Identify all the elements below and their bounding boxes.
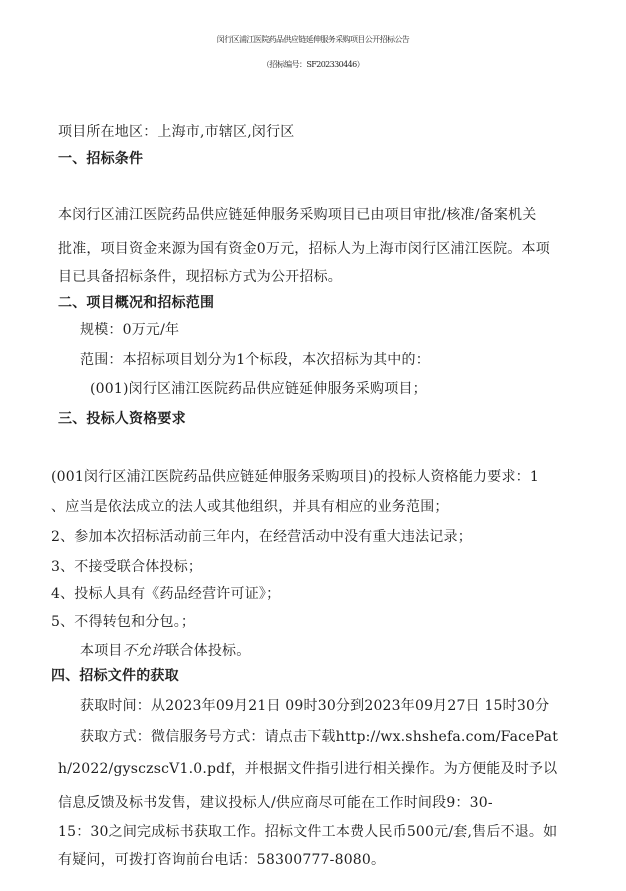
project-lot: (001)闵行区浦江医院药品供应链延伸服务采购项目； xyxy=(90,381,427,397)
qualification-line: 、应当是依法成立的法人或其他组织，并具有相应的业务范围； xyxy=(51,499,449,515)
acquisition-method-line: 15：30之间完成标书获取工作。招标文件工本费人民币500元/套,售后不退。如 xyxy=(58,824,558,840)
acquisition-method-line: 有疑问，可拨打咨询前台电话：58300777-8080。 xyxy=(58,852,386,868)
joint-bid-suffix: 联合体投标。 xyxy=(165,643,251,659)
acquisition-method-line: 获取方式：微信服务号方式：请点击下载http://wx.shshefa.com/FacePat xyxy=(80,729,559,745)
acquisition-time: 获取时间：从2023年09月21日 09时30分到2023年09月27日 15时30分 xyxy=(80,698,550,714)
section3-heading: 三、投标人资格要求 xyxy=(58,411,186,427)
joint-bid-prefix: 本项目 xyxy=(80,643,123,659)
document-title: 闵行区浦江医院药品供应链延伸服务采购项目公开招标公告 xyxy=(216,35,410,44)
qualification-line: (001闵行区浦江医院药品供应链延伸服务采购项目)的投标人资格能力要求：1 xyxy=(51,469,539,485)
section1-line: 目已具备招标条件，现招标方式为公开招标。 xyxy=(58,269,342,285)
qualification-line: 4、投标人具有《药品经营许可证》； xyxy=(51,586,281,602)
section1-line: 批准，项目资金来源为国有资金0万元，招标人为上海市闵行区浦江医院。本项 xyxy=(58,241,550,257)
section1-line: 本闵行区浦江医院药品供应链延伸服务采购项目已由项目审批/核准/备案机关 xyxy=(58,207,537,223)
joint-bid-note xyxy=(80,642,250,660)
section2-heading: 二、项目概况和招标范围 xyxy=(58,295,215,311)
qualification-line: 2、参加本次招标活动前三年内，在经营活动中没有重大违法记录； xyxy=(51,529,472,545)
joint-bid-emphasis: 不允许 xyxy=(122,643,166,659)
project-scale: 规模：0万元/年 xyxy=(80,322,180,338)
acquisition-method-line: 信息反馈及标书发售，建议投标人/供应商尽可能在工作时间段9：30- xyxy=(58,795,493,811)
qualification-line: 5、不得转包和分包。； xyxy=(51,614,196,630)
qualification-line: 3、不接受联合体投标； xyxy=(51,559,203,575)
project-location: 项目所在地区：上海市,市辖区,闵行区 xyxy=(58,124,295,140)
bid-number: （招标编号：SF202330446） xyxy=(261,60,365,69)
section1-heading: 一、招标条件 xyxy=(58,151,144,167)
acquisition-method-line: h/2022/gysczscV1.0.pdf，并根据文件指引进行相关操作。为方便能及时予以 xyxy=(58,761,558,777)
section4-heading: 四、招标文件的获取 xyxy=(51,668,179,684)
project-scope: 范围：本招标项目划分为1个标段，本次招标为其中的： xyxy=(80,352,430,368)
